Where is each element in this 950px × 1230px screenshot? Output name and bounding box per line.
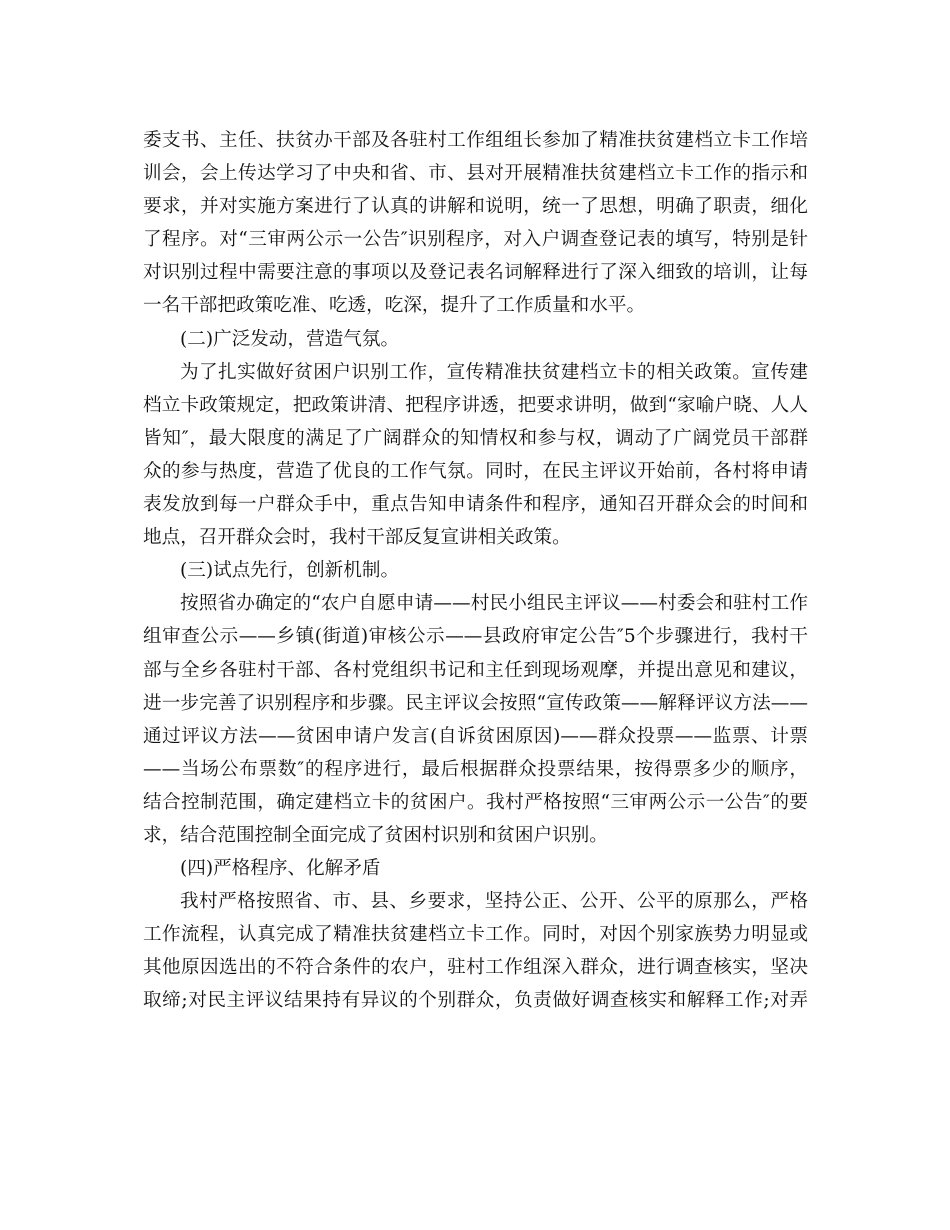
text-line: 对识别过程中需要注意的事项以及登记表名词解释进行了深入细致的培训，让每 bbox=[143, 262, 808, 284]
text-line: 地点，召开群众会时，我村干部反复宣讲相关政策。 bbox=[143, 527, 571, 549]
text-line: 要求，并对实施方案进行了认真的讲解和说明，统一了思想，明确了职责，细化 bbox=[143, 196, 808, 218]
text-line: 工作流程，认真完成了精准扶贫建档立卡工作。同时，对因个别家族势力明显或 bbox=[143, 924, 808, 946]
text-line: 我村严格按照省、市、县、乡要求，坚持公正、公开、公平的原那么，严格 bbox=[180, 891, 808, 913]
paragraph-mobilization bbox=[143, 356, 808, 555]
section-heading-3: (三)试点先行，创新机制。 bbox=[180, 560, 400, 582]
text-line: 表发放到每一户群众手中，重点告知申请条件和程序，通知召开群众会的时间和 bbox=[143, 494, 808, 516]
text-line: 部与全乡各驻村干部、各村党组织书记和主任到现场观摩，并提出意见和建议， bbox=[143, 659, 808, 681]
text-line: 皆知″，最大限度的满足了广阔群众的知情权和参与权，调动了广阔党员干部群 bbox=[143, 427, 808, 449]
text-line: 众的参与热度，营造了优良的工作气氛。同时，在民主评议开始前，各村将申请 bbox=[143, 460, 808, 482]
text-line: 结合控制范围，确定建档立卡的贫困户。我村严格按照“三审两公示一公告″的要 bbox=[143, 791, 808, 813]
section-heading-4: (四)严格程序、化解矛盾 bbox=[180, 858, 381, 880]
text-line: 委支书、主任、扶贫办干部及各驻村工作组组长参加了精准扶贫建档立卡工作培 bbox=[143, 130, 808, 151]
paragraph-training bbox=[143, 124, 808, 323]
paragraph-pilot bbox=[143, 587, 808, 852]
text-line: 了程序。对“三审两公示一公告″识别程序，对入户调查登记表的填写，特别是针 bbox=[143, 229, 808, 251]
text-line: 按照省办确定的“农户自愿申请——村民小组民主评议——村委会和驻村工作 bbox=[180, 593, 808, 615]
document-body bbox=[143, 124, 808, 1018]
text-line: 通过评议方法——贫困申请户发言(自诉贫困原因)——群众投票——监票、计票 bbox=[143, 725, 808, 747]
text-line: 一名干部把政策吃准、吃透，吃深，提升了工作质量和水平。 bbox=[143, 295, 646, 317]
text-line: 求，结合范围控制全面完成了贫困村识别和贫困户识别。 bbox=[143, 824, 608, 846]
text-line: ——当场公布票数″的程序进行，最后根据群众投票结果，按得票多少的顺序， bbox=[143, 758, 808, 780]
text-line: 进一步完善了识别程序和步骤。民主评议会按照“宣传政策——解释评议方法—— bbox=[143, 692, 808, 714]
text-line: 档立卡政策规定，把政策讲清、把程序讲透，把要求讲明，做到“家喻户晓、人人 bbox=[143, 394, 808, 416]
text-line: 其他原因选出的不符合条件的农户，驻村工作组深入群众，进行调查核实，坚决 bbox=[143, 957, 808, 979]
paragraph-procedures bbox=[143, 885, 808, 1017]
text-line: 为了扎实做好贫困户识别工作，宣传精准扶贫建档立卡的相关政策。宣传建 bbox=[180, 361, 808, 383]
text-line: 组审查公示——乡镇(街道)审核公示——县政府审定公告″5个步骤进行，我村干 bbox=[143, 626, 808, 648]
section-heading-2: (二)广泛发动，营造气氛。 bbox=[180, 328, 400, 350]
text-line: 训会，会上传达学习了中央和省、市、县对开展精准扶贫建档立卡工作的指示和 bbox=[143, 163, 808, 185]
text-line: 取缔;对民主评议结果持有异议的个别群众，负责做好调查核实和解释工作;对弄 bbox=[143, 990, 808, 1012]
